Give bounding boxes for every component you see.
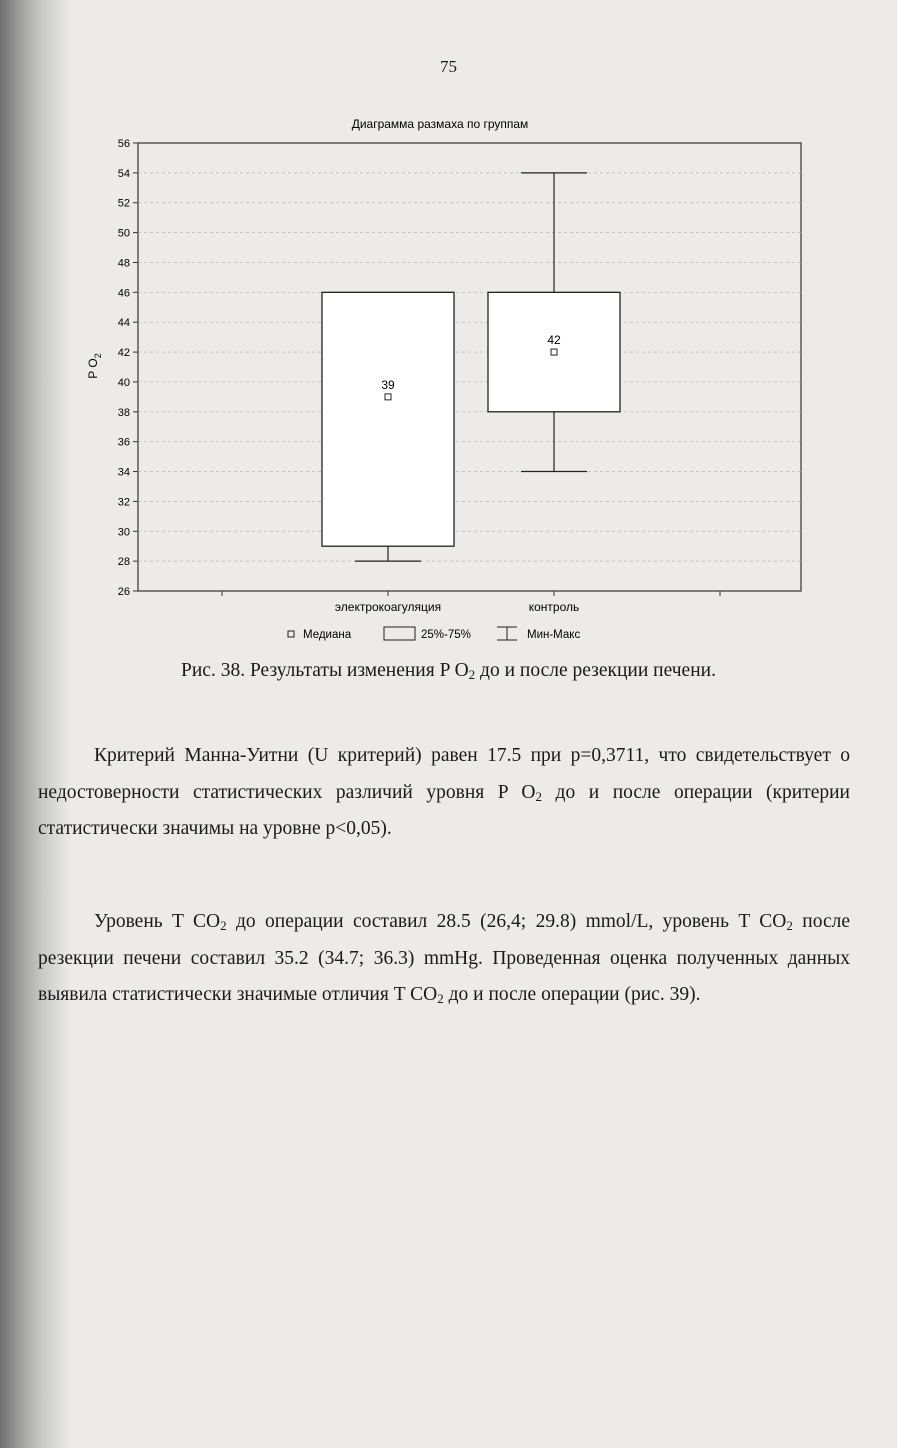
y-tick-label: 30 — [117, 526, 130, 539]
paragraph2-text-b: до операции составил 28.5 (26,4; 29.8) mmol/L, уровень T CO — [226, 911, 787, 932]
paragraph-tco2 — [38, 904, 850, 1014]
x-category-label: контроль — [528, 600, 580, 614]
y-axis-label-sub: 2 — [93, 353, 103, 359]
y-tick-label: 52 — [117, 197, 130, 210]
y-tick-label: 34 — [117, 466, 130, 479]
median-label: 39 — [381, 377, 395, 392]
chart-title: Диаграмма размаха по группам — [351, 117, 529, 131]
paragraph1-text-end: до и после операции (критерии статистически значимы на уровне p<0,05). — [38, 781, 850, 839]
legend-median-label: Медиана — [303, 629, 352, 641]
paragraph2-subscript-1: 2 — [220, 918, 227, 933]
y-tick-label: 46 — [117, 287, 130, 300]
paragraph-mann-whitney — [38, 738, 850, 848]
caption-subscript: 2 — [468, 667, 476, 682]
y-axis-label — [86, 353, 103, 378]
caption-text: Рис. 38. Результаты изменения P O — [181, 660, 469, 681]
boxes-layer — [322, 173, 620, 561]
plot-frame — [138, 143, 801, 591]
legend-whisker-marker — [497, 627, 517, 640]
paragraph1-subscript: 2 — [535, 788, 543, 804]
y-tick-label: 26 — [117, 586, 130, 598]
y-tick-label: 56 — [117, 138, 130, 150]
box-plot-chart — [0, 0, 897, 650]
iqr-box — [322, 292, 454, 546]
figure-caption — [0, 660, 897, 682]
y-tick-label: 48 — [117, 257, 130, 270]
paragraph2-text-a: Уровень T CO — [94, 911, 221, 932]
y-tick-label: 54 — [117, 167, 130, 180]
legend-whisker-label: Мин-Макс — [527, 629, 581, 641]
legend — [288, 627, 580, 641]
y-tick-label: 42 — [117, 347, 130, 360]
y-tick-label: 50 — [117, 227, 130, 240]
legend-box-label: 25%-75% — [421, 629, 471, 641]
y-axis-label-main: P O — [86, 358, 100, 379]
x-axis-labels — [335, 600, 579, 614]
x-category-label: электрокоагуляция — [334, 600, 442, 614]
grid-lines — [138, 173, 801, 561]
y-tick-label: 28 — [117, 556, 130, 569]
y-tick-label: 32 — [117, 496, 130, 509]
box-2 — [488, 173, 620, 472]
paragraph1-text: Критерий Манна-Уитни (U критерий) равен 17.5 при p=0,3711, что свидетельствует о недостоверности статистических различий уровня P O — [38, 745, 850, 803]
legend-box-marker — [384, 627, 415, 640]
median-label: 42 — [547, 333, 561, 348]
paragraph2-text-c: после резекции печени составил 35.2 (34.7; 36.3) mmHg. Проведенная оценка полученных данных выявила статистически значимые отличия T CO — [38, 911, 850, 1005]
caption-text-end: до и после резекции печени. — [475, 660, 716, 681]
legend-median-marker — [288, 631, 294, 637]
box-1 — [322, 292, 454, 561]
paragraph2-subscript-2: 2 — [786, 918, 793, 933]
y-tick-label: 38 — [117, 406, 130, 419]
y-tick-label: 40 — [117, 376, 130, 389]
y-tick-label: 36 — [117, 436, 130, 449]
y-tick-label: 44 — [117, 317, 130, 330]
page-number: 75 — [440, 57, 457, 76]
iqr-box — [488, 292, 620, 411]
paragraph2-subscript-3: 2 — [437, 991, 444, 1006]
paragraph2-text-d: до и после операции (рис. 39). — [443, 984, 701, 1005]
